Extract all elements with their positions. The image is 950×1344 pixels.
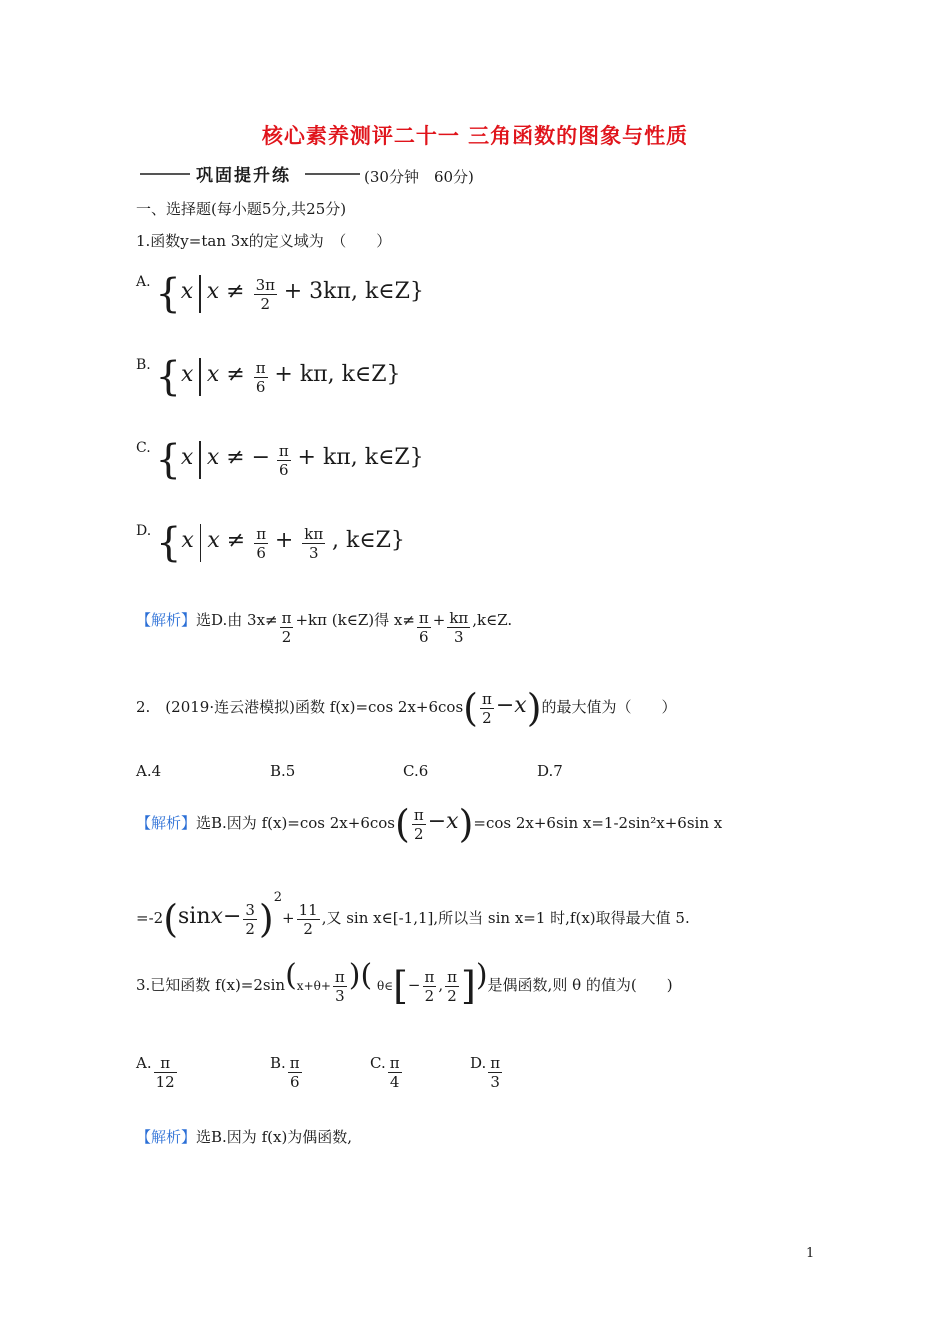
section-heading: 巩固提升练: [196, 166, 291, 186]
fraction: $\frac{11}{2}$: [298, 900, 318, 938]
q2-solution-line2: =-2(sinx− $\frac{3}{2}$ )$^2$+ $\frac{11}{2}$ ,又 sin x∈[-1,1],所以当 sin x=1 时,f(x)取得最大值 5.: [136, 890, 690, 941]
option-label: A.: [136, 274, 151, 290]
option-label: C.: [136, 440, 151, 456]
q2-solution: 【解析】选B.因为 f(x)=cos 2x+6cos( $\frac{\pi}{2}$ −x)=cos 2x+6sin x=1-2sin²x+6sin x: [136, 802, 723, 846]
fraction: $\frac{\pi}{2}$: [281, 609, 292, 646]
fraction: $\frac{\pi}{6}$: [256, 524, 267, 562]
q1-solution: 【解析】选D.由 3x≠ $\frac{\pi}{2}$ +kπ (k∈Z)得 x≠ $\frac{\pi}{6}$ + $\frac{k\pi}{3}$ ,k∈Z.: [136, 609, 513, 646]
q3-option-c[interactable]: C. $\frac{\pi}{4}$: [370, 1054, 400, 1091]
q1-option-d[interactable]: D. {x x ≠ $\frac{\pi}{6}$ + $\frac{k\pi}{3}$ , k∈Z}: [136, 520, 405, 566]
fraction: $\frac{\pi}{2}$: [447, 967, 457, 1005]
solution-tag: 【解析】: [136, 1128, 197, 1146]
option-label: D.: [136, 523, 152, 539]
q3-option-a[interactable]: A. $\frac{\pi}{12}$: [136, 1054, 175, 1091]
fraction: $\frac{\pi}{6}$: [418, 609, 429, 646]
q2-option-b[interactable]: B.5: [270, 762, 296, 780]
section-divider-right: [305, 173, 360, 175]
question-2-stem: 2. (2019·连云港模拟)函数 f(x)=cos 2x+6cos( $\frac{\pi}{2}$ −x)的最大值为（ ）: [136, 686, 677, 730]
fraction: $\frac{\pi}{4}$: [389, 1054, 400, 1091]
part-heading: 一、选择题(每小题5分,共25分): [136, 200, 347, 218]
fraction: $\frac{\pi}{6}$: [255, 358, 266, 396]
q1-option-c[interactable]: C. {x x ≠ − $\frac{\pi}{6}$ + kπ, k∈Z}: [136, 437, 424, 483]
option-a-rest: + 3kπ, k∈Z}: [283, 279, 424, 304]
solution-tag: 【解析】: [136, 611, 197, 629]
option-d-rest: , k∈Z}: [332, 528, 405, 553]
option-c-rest: + kπ, k∈Z}: [297, 445, 424, 470]
q2-option-d[interactable]: D.7: [537, 762, 563, 780]
solution-tag: 【解析】: [136, 814, 197, 832]
fraction: $\frac{\pi}{6}$: [289, 1054, 300, 1091]
fraction: $\frac{\pi}{2}$: [413, 805, 424, 843]
section-time: (30分钟 60分): [364, 168, 474, 186]
fraction: $\frac{k\pi}{3}$: [304, 524, 324, 562]
fraction: $\frac{\pi}{2}$: [481, 689, 492, 727]
page-number: 1: [806, 1246, 815, 1261]
q3-option-b[interactable]: B. $\frac{\pi}{6}$: [270, 1054, 300, 1091]
fraction: $\frac{\pi}{2}$: [424, 967, 435, 1005]
q3-option-d[interactable]: D. $\frac{\pi}{3}$: [470, 1054, 501, 1091]
fraction: $\frac{3}{2}$: [245, 900, 255, 938]
q2-option-a[interactable]: A.4: [136, 762, 162, 780]
fraction: $\frac{\pi}{6}$: [278, 441, 289, 479]
q1-option-b[interactable]: B. {x x ≠ $\frac{\pi}{6}$ + kπ, k∈Z}: [136, 354, 401, 400]
page-title: 核心素养测评二十一 三角函数的图象与性质: [261, 123, 689, 148]
q1-option-a[interactable]: A. {x x ≠ $\frac{3\pi}{2}$ + 3kπ, k∈Z}: [136, 271, 424, 317]
fraction: $\frac{k\pi}{3}$: [449, 609, 469, 646]
fraction: $\frac{\pi}{3}$: [334, 967, 345, 1005]
section-divider-left: [140, 173, 190, 175]
fraction: $\frac{\pi}{3}$: [490, 1054, 501, 1091]
q3-solution: 【解析】选B.因为 f(x)为偶函数,: [136, 1128, 353, 1146]
q2-option-c[interactable]: C.6: [403, 762, 429, 780]
option-label: B.: [136, 357, 151, 373]
question-3-stem: 3.已知函数 f(x)=2sin(x+θ+ $\frac{\pi}{3}$ )( θ∈[− $\frac{\pi}{2}$ , $\frac{\pi}{2}$ ])是偶函数,则 θ 的值为( ): [136, 958, 673, 1008]
question-1-stem: 1.函数y=tan 3x的定义域为 （ ）: [136, 232, 392, 250]
option-b-rest: + kπ, k∈Z}: [274, 362, 401, 387]
fraction: $\frac{\pi}{12}$: [155, 1054, 175, 1091]
fraction: $\frac{3\pi}{2}$: [255, 275, 275, 313]
